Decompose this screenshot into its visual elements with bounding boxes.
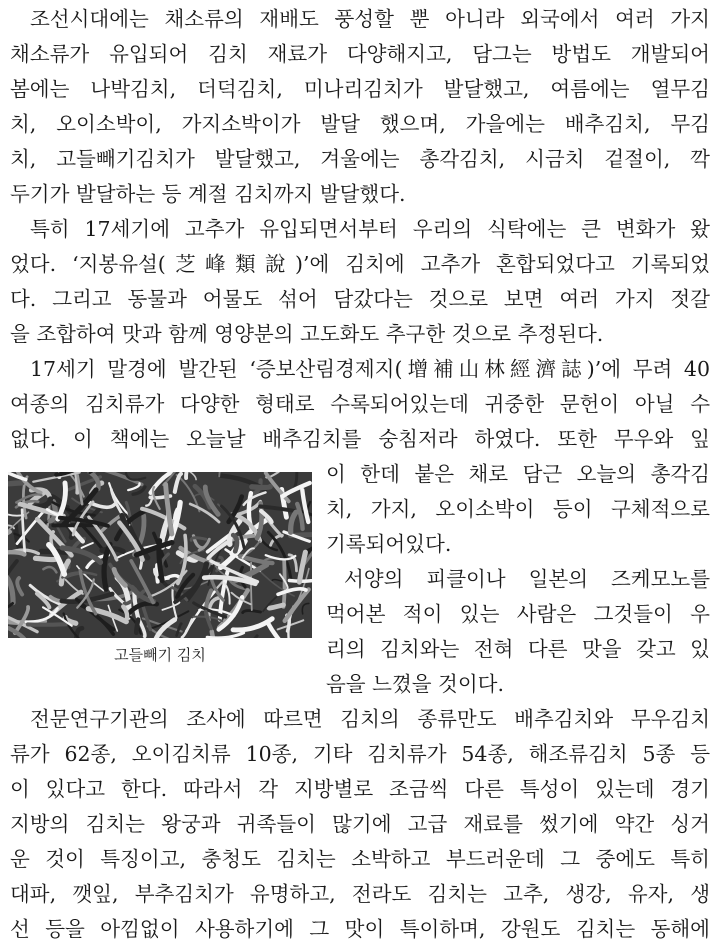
text-line: 운 것이 특징이고, 충청도 김치는 소박하고 부드러운데 그 중에도 특히 <box>10 842 710 876</box>
photo-texture-strand <box>251 563 252 611</box>
photo-texture-strand <box>252 487 270 488</box>
photo-texture-strand <box>36 558 58 559</box>
photo-texture-strand <box>136 620 138 633</box>
text-line: 었다. ‘지봉유설(芝峰類說)’에 김치에 고추가 혼합되었다고 기록되었 <box>10 247 710 281</box>
text-line: 기록되어있다. <box>326 527 710 561</box>
text-line: 치, 오이소박이, 가지소박이가 발달 했으며, 가을에는 배추김치, 무김 <box>10 107 710 141</box>
text-line: 봄에는 나박김치, 더덕김치, 미나리김치가 발달했고, 여름에는 열무김 <box>10 72 710 106</box>
text-line: 조선시대에는 채소류의 재배도 풍성할 뿐 아니라 외국에서 여러 가지 <box>30 2 710 36</box>
text-line: 음을 느꼈을 것이다. <box>326 667 710 701</box>
text-line: 이 한데 붙은 채로 담근 오늘의 총각김 <box>326 457 710 491</box>
text-line: 치, 고들빼기김치가 발달했고, 겨울에는 총각김치, 시금치 겉절이, 깍 <box>10 142 710 176</box>
text-line: 특히 17세기에 고추가 유입되면서부터 우리의 식탁에는 큰 변화가 왔 <box>30 212 710 246</box>
text-line: 두기가 발달하는 등 계절 김치까지 발달했다. <box>10 177 710 211</box>
text-line: 이 있다고 한다. 따라서 각 지방별로 조금씩 다른 특성이 있는데 경기 <box>10 772 710 806</box>
figure-caption: 고들빼기 김치 <box>8 640 312 670</box>
text-line: 전문연구기관의 조사에 따르면 김치의 종류만도 배추김치와 무우김치 <box>30 702 710 736</box>
text-line: 대파, 깻잎, 부추김치가 유명하고, 전라도 김치는 고추, 생강, 유자, 생 <box>10 877 710 911</box>
photo-texture-strand <box>269 605 283 608</box>
text-line: 을 조합하여 맛과 함께 영양분의 고도화도 추구한 것으로 추정된다. <box>10 317 710 351</box>
photo-texture-strand <box>284 561 285 607</box>
text-line: 없다. 이 책에는 오늘날 배추김치를 숭침저라 하였다. 또한 무우와 잎 <box>10 422 710 456</box>
text-line: 다. 그리고 동물과 어물도 섞어 담갔다는 것으로 보면 여러 가지 젓갈 <box>10 282 710 316</box>
text-line: 채소류가 유입되어 김치 재료가 다양해지고, 담그는 방법도 개발되어 <box>10 37 710 71</box>
text-line: 서양의 피클이나 일본의 즈케모노를 <box>344 562 710 596</box>
kimchi-photo <box>8 472 312 638</box>
text-line: 치, 가지, 오이소박이 등이 구체적으로 <box>326 492 710 526</box>
photo-texture-strand <box>8 552 24 554</box>
text-line: 17세기 말경에 발간된 ‘증보산림경제지(增補山林經濟誌)’에 무려 40 <box>30 352 710 386</box>
text-line: 리의 김치와는 전혀 다른 맛을 갖고 있 <box>326 632 710 666</box>
text-line: 선 등을 아낌없이 사용하기에 그 맛이 특이하며, 강원도 김치는 동해에 <box>10 912 710 946</box>
text-line: 지방의 김치는 왕궁과 귀족들이 많기에 고급 재료를 썼기에 약간 싱거 <box>10 807 710 841</box>
kimchi-figure <box>8 472 312 682</box>
text-line: 류가 62종, 오이김치류 10종, 기타 김치류가 54종, 해조류김치 5종 등 <box>10 737 710 771</box>
text-line: 여종의 김치류가 다양한 형태로 수록되어있는데 귀중한 문헌이 아닐 수 <box>10 387 710 421</box>
text-line: 먹어본 적이 있는 사람은 그것들이 우 <box>326 597 710 631</box>
